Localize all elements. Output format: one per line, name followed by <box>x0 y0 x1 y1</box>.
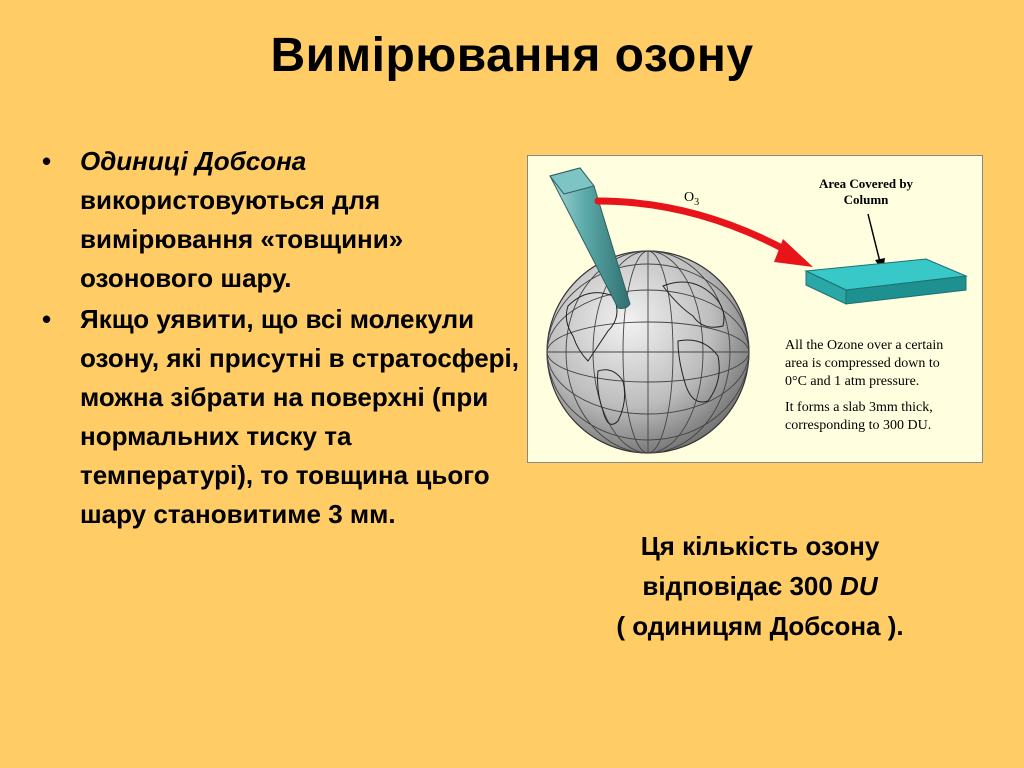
caption-line-1: Ця кількість озону <box>640 531 880 561</box>
caption-line-3: ( одиницям Добсона ). <box>616 611 904 641</box>
globe-icon <box>547 251 749 453</box>
bullet-marker: • <box>42 146 52 176</box>
bullet-item-ozone-thickness <box>40 300 520 534</box>
bullet-text: використовуються для вимірювання «товщини» озонового шару. <box>80 185 404 293</box>
o3-label: $O_3$ <box>684 190 700 208</box>
bullet-list <box>40 142 520 536</box>
caption-line-2: відповідає 300 DU <box>642 571 878 601</box>
bullet-marker: • <box>42 304 52 334</box>
bullet-item-dobson-units <box>40 142 520 298</box>
bullet-text: Якщо уявити, що всі молекули озону, які присутні в стратосфері, можна зібрати на поверхні (при нормальних тиску та температурі), то товщина цього шару становитиме 3 мм. <box>80 304 520 529</box>
slide-title: Вимірювання озону <box>270 29 754 82</box>
ozone-slab <box>806 259 966 304</box>
caption <box>560 526 960 646</box>
ozone-column-figure <box>527 155 983 463</box>
bullet-emphasis: Одиниці Добсона <box>80 146 307 176</box>
area-covered-label: Area Covered by Column <box>818 176 914 207</box>
ozone-description: All the Ozone over a certain area is compressed down to 0°C and 1 atm pressure. It forms a slab 3mm thick, corresponding to 300 DU. <box>785 338 944 433</box>
